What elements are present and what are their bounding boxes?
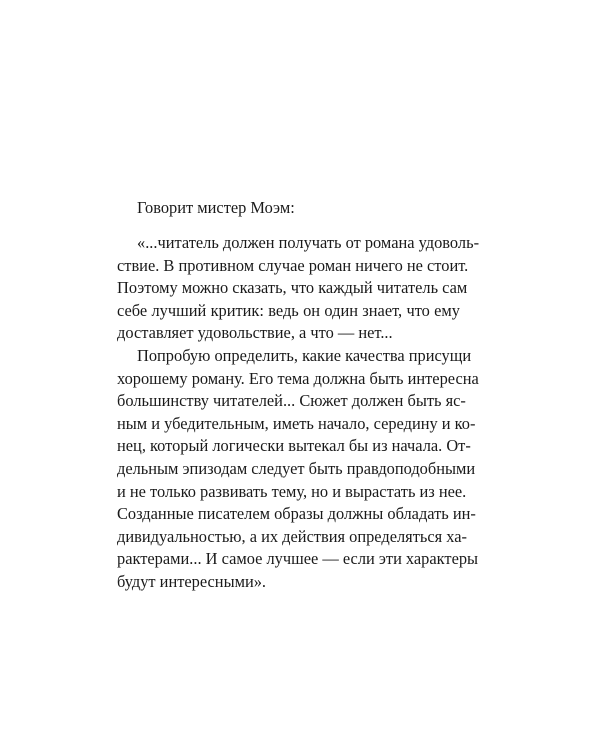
text-line: «...читатель должен получать от романа удоволь- <box>137 233 480 252</box>
text-line: Попробую определить, какие качества присущи <box>137 345 472 365</box>
text-line: дельным эпизодам следует быть правдоподобными <box>117 458 476 478</box>
paragraph-1 <box>117 232 480 345</box>
text-line: дивидуальностью, а их действия определяться ха- <box>117 526 467 546</box>
text-line: Созданные писателем образы должны обладать ин- <box>117 504 476 524</box>
text-line: будут интересными». <box>117 571 267 591</box>
text-line: и не только развивать тему, но и вырастать из нее. <box>117 481 467 501</box>
text-line: ным и убедительным, иметь начало, середину и ко- <box>117 413 476 433</box>
text-line: Поэтому можно сказать, что каждый читатель сам <box>117 278 468 298</box>
paragraph-2 <box>117 345 479 594</box>
text-line: хорошему роману. Его тема должна быть интересна <box>117 368 479 388</box>
text-line: ствие. В противном случае роман ничего не стоит. <box>117 255 469 275</box>
text-line: рактерами... И самое лучшее — если эти характеры <box>117 549 479 569</box>
quote-text <box>117 232 480 594</box>
text-line: себе лучший критик: ведь он один знает, что ему <box>117 300 460 320</box>
text-line: нец, который логически вытекал бы из начала. От- <box>117 436 471 456</box>
text-line: доставляет удовольствие, а что — нет... <box>117 323 393 343</box>
intro-line: Говорит мистер Моэм: <box>137 198 295 217</box>
text-line: большинству читателей... Сюжет должен быть яс- <box>117 391 466 411</box>
